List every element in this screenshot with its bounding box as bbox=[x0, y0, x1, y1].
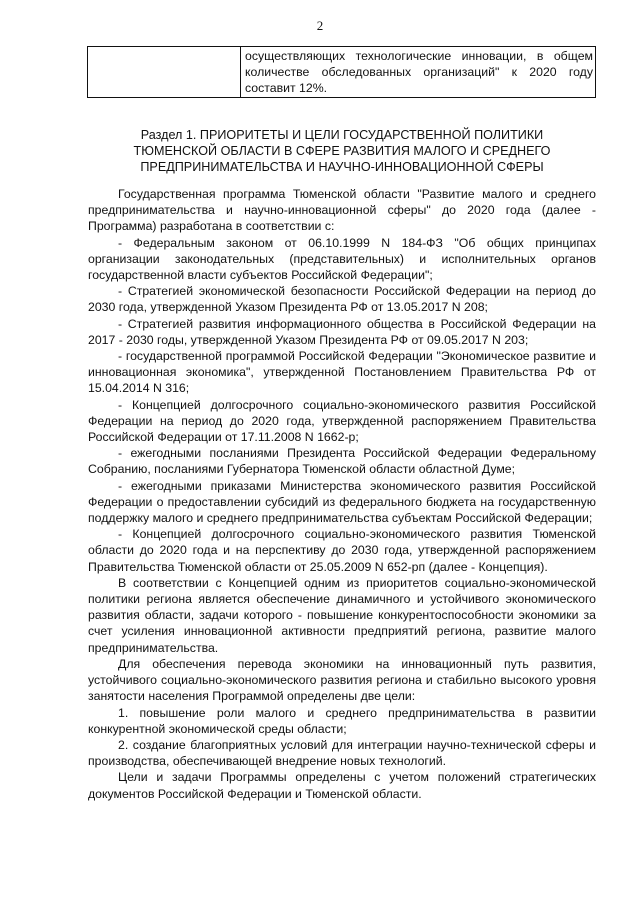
paragraph-conclusion: Цели и задачи Программы определены с учетом положений стратегических документов Российской Федерации и Тюменской области. bbox=[88, 770, 596, 801]
page-number: 2 bbox=[316, 18, 324, 33]
list-item: - Стратегией развития информационного общества в Российской Федерации на 2017 - 2030 годы, утвержденной Указом Президента РФ от 09.05.2017 N 203; bbox=[88, 316, 596, 347]
list-item: - Концепцией долгосрочного социально-экономического развития Тюменской области до 2020 года и на перспективу до 2030 года, утвержденной распоряжением Правительства Тюменской области от 25.05.2009 N 652-рп (далее - Концепция). bbox=[88, 527, 596, 574]
list-item: - ежегодными посланиями Президента Российской Федерации Федеральному Собранию, посланиями Губернатора Тюменской области областной Думе; bbox=[88, 446, 596, 477]
list-item: - Стратегией экономической безопасности Российской Федерации на период до 2030 года, утвержденной Указом Президента РФ от 13.05.2017 N 208; bbox=[88, 284, 596, 315]
list-item: - ежегодными приказами Министерства экономического развития Российской Федерации о предоставлении субсидий из федерального бюджета на государственную поддержку малого и среднего предпринимательства субъектам Российской Федерации; bbox=[88, 478, 596, 526]
goal-item: 1. повышение роли малого и среднего предпринимательства в развитии конкурентной экономической среды области; bbox=[88, 705, 596, 736]
paragraph-goals-intro: Для обеспечения перевода экономики на инновационный путь развития, устойчивого социально-экономического развития региона и стабильно высокого уровня занятости населения Программой определены две цели: bbox=[88, 656, 596, 704]
list-item: - Концепцией долгосрочного социально-экономического развития Российской Федерации на период до 2020 года, утвержденной распоряжением Правительства Российской Федерации от 17.11.2008 N 1662-р; bbox=[88, 397, 596, 445]
body-text bbox=[88, 186, 596, 802]
paragraph-intro: Государственная программа Тюменской области "Развитие малого и среднего предпринимательства и научно-инновационной сферы" до 2020 года (далее - Программа) разработана в соответствии с: bbox=[88, 187, 596, 234]
list-item: - Федеральным законом от 06.10.1999 N 184-ФЗ "Об общих принципах организации законодательных (представительных) и исполнительных органов государственной власти субъектов Российской Федерации"; bbox=[88, 235, 596, 283]
list-item: - государственной программой Российской Федерации "Экономическое развитие и инновационная экономика", утвержденной Постановлением Правительства РФ от 15.04.2014 N 316; bbox=[88, 349, 596, 396]
paragraph-priorities: В соответствии с Концепцией одним из приоритетов социально-экономической политики региона является обеспечение динамичного и устойчивого экономического развития области, задачи которого - повышение конкурентоспособности экономики за счет усиления инновационной активности предприятий региона, развитие малого предпринимательства. bbox=[88, 575, 596, 655]
continuation-table bbox=[87, 46, 596, 98]
table-cell-text: осуществляющих технологические инновации, в общем количестве обследованных организаций" к 2020 году составит 12%. bbox=[245, 49, 593, 95]
table-cell-empty bbox=[88, 47, 241, 97]
goal-item: 2. создание благоприятных условий для интеграции научно-технической сферы и производства, обеспечивающей внедрение новых технологий. bbox=[88, 737, 596, 769]
section-heading: Раздел 1. ПРИОРИТЕТЫ И ЦЕЛИ ГОСУДАРСТВЕННОЙ ПОЛИТИКИ ТЮМЕНСКОЙ ОБЛАСТИ В СФЕРЕ РАЗВИТИЯ МАЛОГО И СРЕДНЕГО ПРЕДПРИНИМАТЕЛЬСТВА И НАУЧНО-ИННОВАЦИОННОЙ СФЕРЫ bbox=[133, 128, 551, 174]
